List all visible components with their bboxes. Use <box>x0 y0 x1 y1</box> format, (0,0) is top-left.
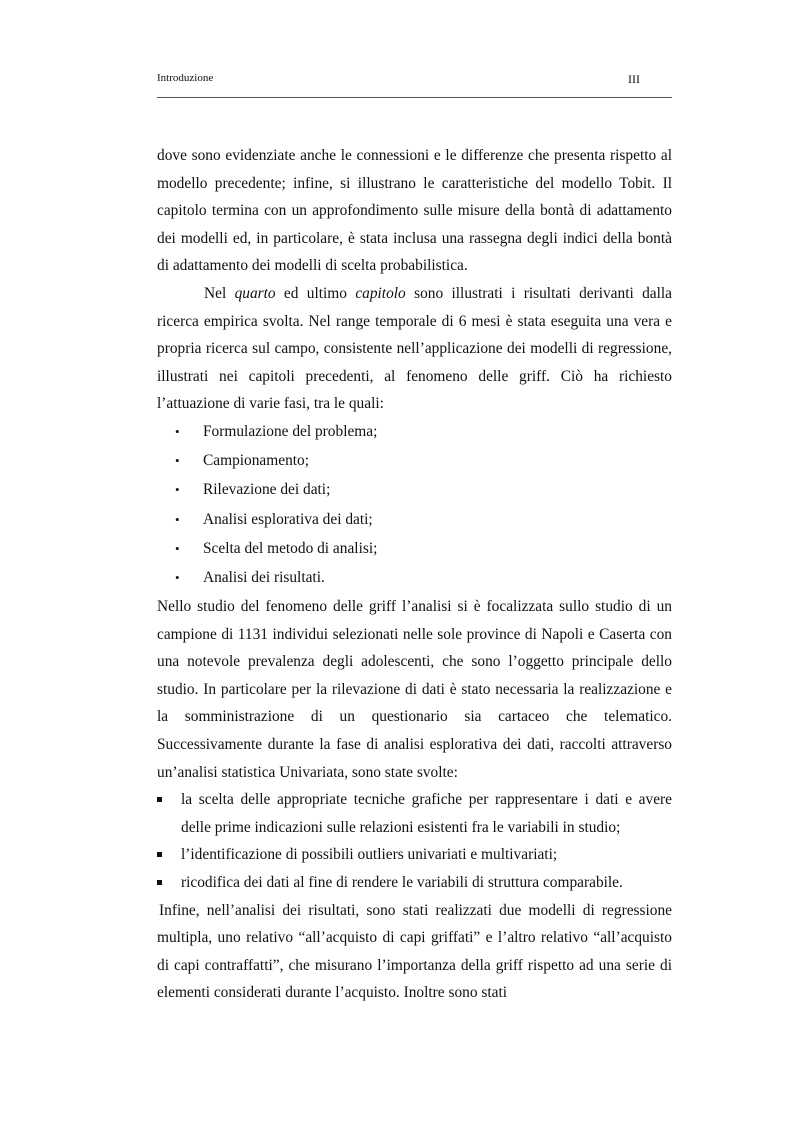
bullet-dot-icon: • <box>175 423 180 439</box>
emphasis-quarto: quarto <box>234 284 276 302</box>
tasks-list <box>157 786 672 896</box>
header-divider <box>157 97 672 98</box>
bullet-dot-icon: • <box>175 453 180 469</box>
list-item: • Analisi esplorativa dei dati; <box>157 506 672 534</box>
list-item: l’identificazione di possibili outliers univariati e multivariati; <box>157 841 672 869</box>
list-item: • Scelta del metodo di analisi; <box>157 535 672 563</box>
bullet-dot-icon: • <box>175 569 180 585</box>
paragraph-chapter-four: Nel quarto ed ultimo capitolo sono illustrati i risultati derivanti dalla ricerca empirica svolta. Nel range temporale di 6 mesi è stata eseguita una vera e propria ricerca sul campo, consistente nell’applicazione dei modelli di regressione, illustrati nei capitoli precedenti, al fenomeno delle griff. Ciò ha richiesto l’attuazione di varie fasi, tra le quali: <box>157 284 673 413</box>
phases-list <box>157 418 672 592</box>
bullet-dot-icon: • <box>175 482 180 498</box>
bullet-square-icon <box>157 797 162 802</box>
list-item: la scelta delle appropriate tecniche grafiche per rappresentare i dati e avere delle prime indicazioni sulle relazioni esistenti fra le variabili in studio; <box>157 786 672 841</box>
emphasis-capitolo: capitolo <box>355 284 406 302</box>
paragraph-study: Nello studio del fenomeno delle griff l’analisi si è focalizzata sullo studio di un campione di 1131 individui selezionati nelle sole province di Napoli e Caserta con una notevole prevalenza degli adolescenti, che sono l’oggetto principale dello studio. In particolare per la rilevazione di dati è stato necessaria la realizzazione e la somministrazione di un questionario sia cartaceo che telematico. Successivamente durante la fase di analisi esplorativa dei dati, raccolti attraverso un’analisi statistica Univariata, sono state svolte: <box>157 598 672 781</box>
list-item: • Formulazione del problema; <box>157 418 672 446</box>
list-item: • Campionamento; <box>157 447 672 475</box>
header-section-title: Introduzione <box>157 72 214 84</box>
header-page-number: III <box>628 72 640 86</box>
list-item: • Rilevazione dei dati; <box>157 476 672 504</box>
paragraph-continuation: dove sono evidenziate anche le connessioni e le differenze che presenta rispetto al modello precedente; infine, si illustrano le caratteristiche del modello Tobit. Il capitolo termina con un approfondimento sulle misure della bontà di adattamento dei modelli ed, in particolare, è stata inclusa una rassegna degli indici della bontà di adattamento dei modelli di scelta probabilistica. <box>157 147 672 275</box>
bullet-square-icon <box>157 880 162 885</box>
page-body <box>157 142 672 1007</box>
page-header <box>157 70 672 90</box>
bullet-dot-icon: • <box>175 511 180 527</box>
list-item: ricodifica dei dati al fine di rendere le variabili di struttura comparabile. <box>157 869 672 897</box>
bullet-dot-icon: • <box>175 540 180 556</box>
list-item: • Analisi dei risultati. <box>157 564 672 592</box>
bullet-square-icon <box>157 852 162 857</box>
paragraph-results: Infine, nell’analisi dei risultati, sono stati realizzati due modelli di regressione multipla, uno relativo “all’acquisto di capi griffati” e l’altro relativo “all’acquisto di capi contraffatti”, che misurano l’importanza della griff rispetto ad una serie di elementi considerati durante l’acquisto. Inoltre sono stati <box>157 901 672 1002</box>
